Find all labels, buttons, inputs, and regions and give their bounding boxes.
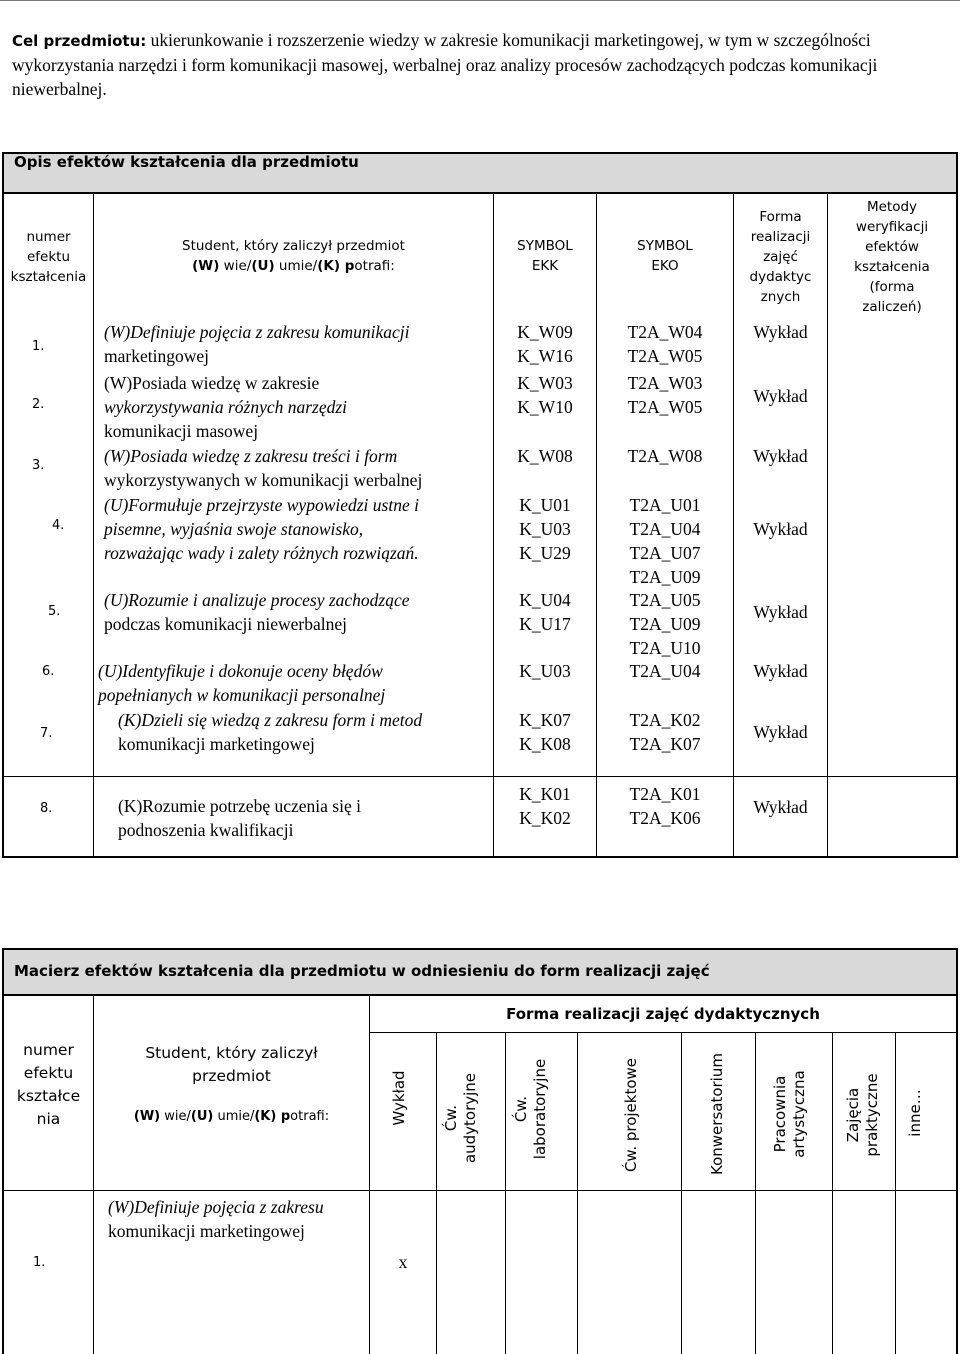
table-row-eko [597,320,733,368]
table-row-eko [597,588,733,660]
t2-header-sep [2,994,958,996]
t2-header-number-line: efektu [23,1064,74,1082]
t1-header-forma-line: realizacji [750,229,811,245]
t1-header-student [94,236,493,276]
outcome-line: (W)Definiuje pojęcia z zakresu komunikacji [104,322,410,342]
t2-header-form-line: Ćw. [512,1095,530,1123]
ekk-code: K_U17 [519,614,571,634]
table-row-forma: Wykład [753,446,808,466]
table-row-eko [597,708,733,756]
k-p: p [340,258,355,274]
k-marker: (K) [254,1109,277,1124]
eko-code: T2A_K06 [629,808,701,828]
t2-header-number [4,1039,93,1131]
top-rule [0,0,960,1]
ekk-code: K_K07 [519,710,571,730]
course-objective-text: ukierunkowanie i rozszerzenie wiedzy w zakresie komunikacji marketingowej, w tym w szczególności wykorzystania narzędzi i form komunikacji masowej, werbalnej oraz analizy procesów zachodzących podczas komunikacji niewerbalnej. [12,30,878,99]
eko-code: T2A_W05 [627,346,703,366]
eko-code: T2A_W08 [627,446,703,466]
eko-code: T2A_K01 [629,784,701,804]
table-row-outcome [118,708,493,756]
table-row-eko [597,371,733,419]
table-row-ekk [494,493,596,565]
eko-code: T2A_K07 [629,734,701,754]
ekk-code: K_U04 [519,590,571,610]
eko-code: T2A_W05 [627,397,703,417]
outcome-line: (W)Definiuje pojęcia z zakresu [108,1197,324,1217]
outcome-line: popełnianych w komunikacji personalnej [98,685,386,705]
t1-header-ekk [494,236,596,276]
ekk-code: K_U03 [519,519,571,539]
ekk-code: K_W03 [517,373,573,393]
table-row-number: 3. [32,458,45,473]
ekk-code: K_U03 [519,661,571,681]
ekk-code: K_K01 [519,784,571,804]
t2-col-sep-4 [505,1032,506,1354]
u-marker: (U) [190,1109,214,1124]
t1-header-number-line: numer [26,229,71,245]
table-row-eko [597,493,733,589]
t1-header-eko-line: EKO [651,258,679,274]
eko-code: T2A_U04 [629,519,701,539]
t1-header-eko-line: SYMBOL [637,238,693,254]
outcome-line: wykorzystywania różnych narzędzi [104,397,348,417]
u-marker: (U) [251,258,275,274]
eko-code: T2A_W03 [627,373,703,393]
ekk-code: K_U29 [519,543,571,563]
table-row-forma: Wykład [753,386,808,406]
t2-header-number-line: kształce [16,1087,81,1105]
t2-col-sep-5 [577,1032,578,1354]
ekk-code: K_K02 [519,808,571,828]
t2-group-sep [369,1032,958,1033]
table-row-outcome [104,493,489,565]
outcome-line: komunikacji masowej [104,421,259,441]
outcome-line [118,794,493,818]
t2-header-student [94,1042,369,1088]
t1-header-forma-line: zajęć [763,249,798,265]
t1-header-student-line: Student, który zaliczył przedmiot [182,238,405,254]
t1-header-metody-line: zaliczeń) [862,299,922,315]
t2-header-cw-projektowe [622,1050,641,1180]
t1-header-forma [734,207,827,307]
t2-header-number-line: nia [36,1110,61,1128]
table-row-number: 5. [48,604,61,619]
eko-code: T2A_U09 [629,614,701,634]
outcome-line: komunikacji marketingowej [118,734,315,754]
t1-header-ekk-line: EKK [531,258,559,274]
t2-header-wyklad [390,1048,409,1148]
t2-header-form-line: praktyczne [863,1073,881,1157]
eko-code: T2A_K02 [629,710,701,730]
eko-code: T2A_U01 [629,495,701,515]
outcome-line: (U)Formułuje przejrzyste wypowiedzi ustne i [104,495,419,515]
t1-header-forma-line: dydaktyc [749,269,812,285]
t1-border-right [956,194,958,858]
outcome-line: podnoszenia kwalifikacji [118,820,294,840]
table-row-eko [597,659,733,683]
outcome-line: (U)Rozumie i analizuje procesy zachodzące [104,590,410,610]
t2-header-student-wuk [94,1108,369,1126]
w-marker: (W) [192,258,220,274]
t1-header-number [4,227,93,287]
t2-header-form-line: Pracownia [771,1075,789,1153]
course-objective [12,28,947,101]
table-row-outcome [98,659,489,707]
table-row-number: 2. [32,397,45,412]
outcome-line: (U)Identyfikuje i dokonuje oceny błędów [98,661,383,681]
matrix-table-title: Macierz efektów kształcenia dla przedmiotu w odniesieniu do form realizacji zajęć [14,962,710,980]
t1-header-metody [828,197,956,317]
t1-header-forma-line: Forma [759,209,802,225]
ekk-code: K_W09 [517,322,573,342]
table-row-outcome [104,371,489,443]
outcome-line: komunikacji marketingowej [108,1221,305,1241]
table-row-ekk [494,588,596,636]
eko-code: T2A_U04 [629,661,701,681]
t2-border-right [956,994,958,1354]
t1-header-metody-line: kształcenia [854,259,930,275]
outcome-line: wykorzystywanych w komunikacji werbalnej [104,470,423,490]
table-row-eko [597,444,733,468]
t2-header-inne [906,1080,925,1146]
eko-code: T2A_U09 [629,567,701,587]
t2-header-form-line: Ćw. projektowe [622,1057,640,1173]
w-text: wie/ [160,1109,191,1124]
outcome-line: podczas komunikacji niewerbalnej [104,614,347,634]
table-row-number: 8. [40,801,53,816]
outcomes-table-title: Opis efektów kształcenia dla przedmiotu [14,153,359,171]
outcome-line: (W)Posiada wiedzę w zakresie [104,373,320,393]
t1-header-ekk-line: SYMBOL [517,238,573,254]
u-text: umie/ [274,258,318,274]
t1-header-number-line: efektu [26,249,71,265]
table-row-ekk [494,320,596,368]
t2-col-sep-2 [369,994,370,1354]
t1-header-eko [597,236,733,276]
t2-col-sep-8 [832,1032,833,1354]
t2-row-sep [2,1190,958,1191]
outcome-line: (K)Dzieli się wiedzą z zakresu form i metod [118,710,423,730]
t1-header-metody-line: Metody [866,199,918,215]
k-marker: (K) [317,258,341,274]
t2-col-sep-6 [681,1032,682,1354]
t2-header-cw-audytoryjne [442,1060,480,1176]
table-row-number: 4. [52,518,65,533]
eko-code: T2A_W04 [627,322,703,342]
t1-col-sep-1 [93,194,94,856]
t2-header-form-line: Konwersatorium [708,1053,726,1175]
t1-header-metody-line: weryfikacji [855,219,929,235]
t2-header-form-line: Ćw. [442,1104,460,1132]
t2-col-sep-9 [895,1032,896,1354]
eko-code: T2A_U05 [629,590,701,610]
k-text: otrafi: [354,258,395,274]
t2-header-form-line: artystyczna [790,1070,808,1158]
t2-header-cw-laboratoryjne [512,1044,550,1174]
table-row-outcome [104,444,489,492]
table-row-eko [597,782,733,830]
table-row-number: 1. [32,339,45,354]
table-row-ekk [494,659,596,683]
t1-header-number-line: kształcenia [10,269,87,285]
t1-header-student-wuk [94,256,493,276]
t2-header-form-line: Zajęcia [844,1087,862,1143]
t2-header-konwersatorium [708,1046,727,1182]
t1-header-forma-line: znych [760,289,801,305]
table-row-ekk [494,371,596,419]
table-row-outcome [104,320,489,368]
table-row-number: 7. [40,726,53,741]
matrix-mark-wyklad: x [398,1252,408,1272]
t2-header-student-line: przedmiot [192,1067,271,1085]
t2-header-form-line: audytoryjne [461,1072,479,1164]
outcome-line: rozważając wady i zalety różnych rozwiązań. [104,543,419,563]
table-row-ekk [494,708,596,756]
k-text: otrafi: [290,1109,330,1124]
ekk-code: K_W08 [517,446,573,466]
w-marker: (W) [133,1109,161,1124]
table-row-forma: Wykład [753,797,808,817]
table-row-ekk [494,444,596,468]
t2-header-form-line: laboratoryjne [531,1058,549,1160]
w-text: wie/ [219,258,252,274]
t1-header-metody-line: (forma [869,279,915,295]
t2-header-pracownia-artystyczna [771,1068,809,1160]
matrix-row-number: 1. [33,1255,46,1270]
t2-header-student-line: Student, który zaliczył [145,1044,318,1062]
matrix-row-outcome [108,1195,366,1243]
t1-row-sep-8 [2,776,958,777]
ekk-code: K_U01 [519,495,571,515]
outcome-line-text: (K)Rozumie potrzebę uczenia się i [118,796,361,816]
outcome-line: marketingowej [104,346,209,366]
t2-col-sep-3 [436,1032,437,1354]
ekk-code: K_W16 [517,346,573,366]
table-row-forma: Wykład [753,722,808,742]
ekk-code: K_W10 [517,397,573,417]
t2-header-zajecia-praktyczne [844,1070,882,1160]
t2-header-form-line: Wykład [390,1070,408,1126]
table-row-outcome [104,588,489,636]
table-row-forma: Wykład [753,602,808,622]
table-row-forma: Wykład [753,661,808,681]
outcome-line: pisemne, wyjaśnia swoje stanowisko, [104,519,364,539]
t2-header-number-line: numer [23,1041,74,1059]
ekk-code: K_K08 [519,734,571,754]
k-p: p [276,1109,291,1124]
table-row-forma: Wykład [753,519,808,539]
u-text: umie/ [213,1109,255,1124]
eko-code: T2A_U07 [629,543,701,563]
outcome-line: (W)Posiada wiedzę z zakresu treści i form [104,446,398,466]
t1-border-bottom [2,856,958,858]
t1-border-left [2,194,4,858]
table-row-outcome [118,794,493,842]
table-row-number: 6. [42,664,55,679]
matrix-group-header: Forma realizacji zajęć dydaktycznych [506,1005,820,1023]
table-row-ekk [494,782,596,830]
t2-header-form-line: inne… [906,1089,924,1137]
t1-header-metody-line: efektów [865,239,919,255]
table-row-forma: Wykład [753,322,808,342]
t2-col-sep-7 [755,1032,756,1354]
eko-code: T2A_U10 [629,638,701,658]
course-objective-label: Cel przedmiotu: [12,32,147,50]
